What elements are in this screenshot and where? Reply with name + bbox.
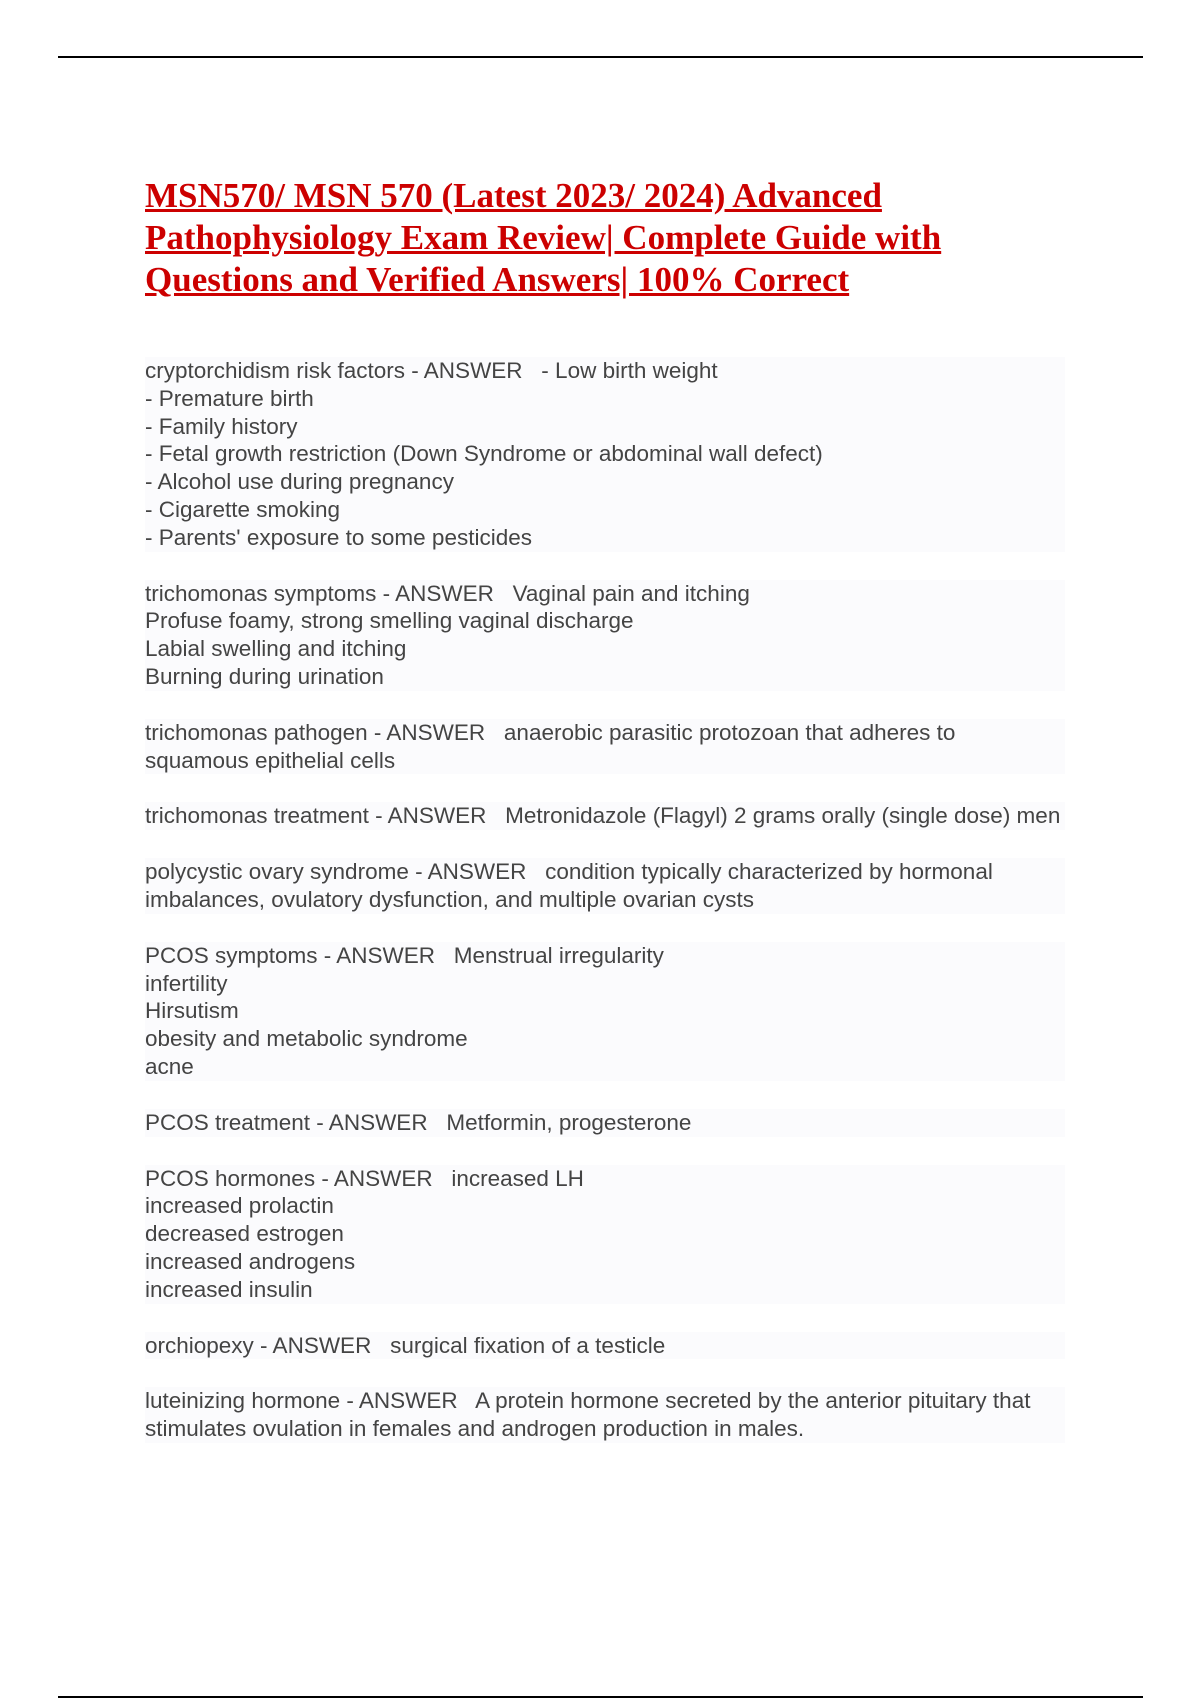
qa-entry-trichomonas-symptoms: trichomonas symptoms - ANSWER Vaginal pain and itching Profuse foamy, strong smelling vaginal discharge Labial swelling and itching Burning during urination [145,580,1065,691]
qa-entry-pcos-treatment: PCOS treatment - ANSWER Metformin, progesterone [145,1109,1065,1137]
qa-entry-orchiopexy: orchiopexy - ANSWER surgical fixation of a testicle [145,1332,1065,1360]
footer-rule [58,1696,1143,1698]
qa-entry-pcos-hormones: PCOS hormones - ANSWER increased LH increased prolactin decreased estrogen increased androgens increased insulin [145,1165,1065,1304]
qa-entry-pcos-symptoms: PCOS symptoms - ANSWER Menstrual irregularity infertility Hirsutism obesity and metabolic syndrome acne [145,942,1065,1081]
qa-entry-luteinizing-hormone: luteinizing hormone - ANSWER A protein hormone secreted by the anterior pituitary that stimulates ovulation in females and androgen production in males. [145,1387,1065,1443]
header-rule [58,56,1143,58]
qa-entry-trichomonas-treatment: trichomonas treatment - ANSWER Metronidazole (Flagyl) 2 grams orally (single dose) men [145,802,1065,830]
qa-entry-trichomonas-pathogen: trichomonas pathogen - ANSWER anaerobic parasitic protozoan that adheres to squamous epithelial cells [145,719,1065,775]
qa-entry-polycystic-ovary-syndrome: polycystic ovary syndrome - ANSWER condition typically characterized by hormonal imbalances, ovulatory dysfunction, and multiple ovarian cysts [145,858,1065,914]
document-title: MSN570/ MSN 570 (Latest 2023/ 2024) Advanced Pathophysiology Exam Review| Complete Guide with Questions and Verified Answers| 100% Correct [145,176,942,299]
qa-list [145,357,1065,1471]
qa-entry-cryptorchidism-risk-factors: cryptorchidism risk factors - ANSWER - Low birth weight - Premature birth - Family history - Fetal growth restriction (Down Syndrome or abdominal wall defect) - Alcohol use during pregnancy - Cigarette smoking - Parents' exposure to some pesticides [145,357,1065,552]
